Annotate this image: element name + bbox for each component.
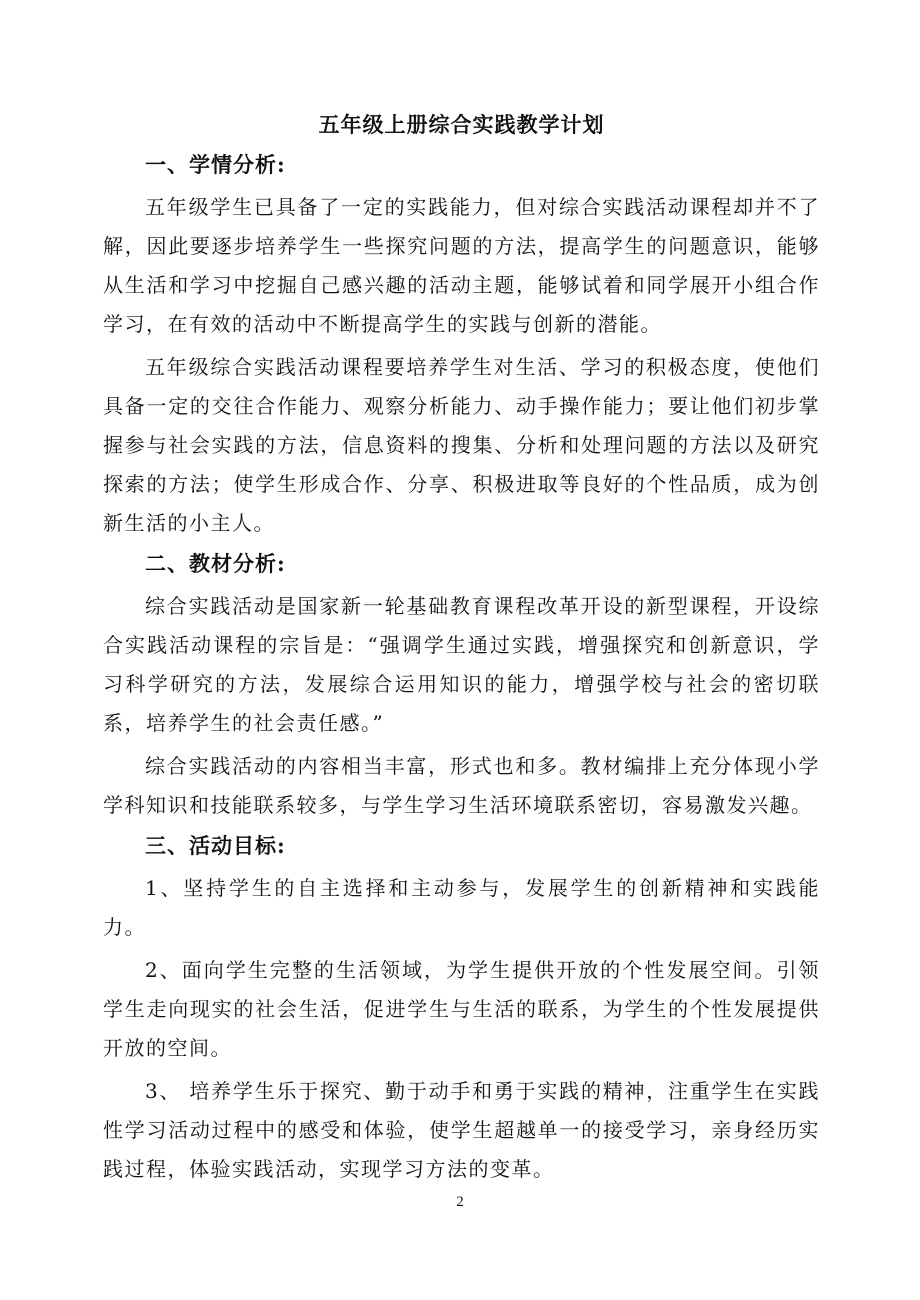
goal-item: 2、面向学生完整的生活领域，为学生提供开放的个性发展空间。引领学生走向现实的社会生活，促进学生与生活的联系，为学生的个性发展提供开放的空间。 — [103, 958, 820, 1060]
section-paragraph: 五年级综合实践活动课程要培养学生对生活、学习的积极态度，使他们具备一定的交往合作能力、观察分析能力、动手操作能力；要让他们初步掌握参与社会实践的方法，信息资料的搜集、分析和处理问题的方法以及研究探索的方法；使学生形成合作、分享、积极进取等良好的个性品质，成为创新生活的小主人。 — [103, 355, 820, 535]
document-title: 五年级上册综合实践教学计划 — [318, 112, 605, 137]
document-content — [103, 108, 820, 1193]
goal-item: 3、 培养学生乐于探究、勤于动手和勇于实践的精神，注重学生在实践性学习活动过程中的感受和体验，使学生超越单一的接受学习，亲身经历实践过程，体验实践活动，实现学习方法的变革。 — [103, 1079, 820, 1181]
section-paragraph: 五年级学生已具备了一定的实践能力，但对综合实践活动课程却并不了解，因此要逐步培养学生一些探究问题的方法，提高学生的问题意识，能够从生活和学习中挖掘自己感兴趣的活动主题，能够试着和同学展开小组合作学习，在有效的活动中不断提高学生的实践与创新的潜能。 — [103, 195, 820, 336]
section-learning-analysis — [103, 148, 820, 543]
section-paragraph: 综合实践活动是国家新一轮基础教育课程改革开设的新型课程，开设综合实践活动课程的宗旨是：“强调学生通过实践，增强探究和创新意识，学习科学研究的方法，发展综合运用知识的能力，增强学校与社会的密切联系，培养学生的社会责任感。” — [103, 594, 820, 735]
page-number: 2 — [456, 1194, 464, 1210]
section-activity-goals — [103, 829, 820, 1189]
section-heading: 二、教材分析: — [145, 551, 286, 576]
section-heading: 一、学情分析: — [145, 152, 286, 177]
section-heading: 三、活动目标: — [145, 833, 286, 858]
goal-item: 1、坚持学生的自主选择和主动参与，发展学生的创新精神和实践能力。 — [103, 876, 820, 939]
section-textbook-analysis — [103, 547, 820, 825]
section-paragraph: 综合实践活动的内容相当丰富，形式也和多。教材编排上充分体现小学学科知识和技能联系较多，与学生学习生活环境联系密切，容易激发兴趣。 — [103, 754, 820, 817]
